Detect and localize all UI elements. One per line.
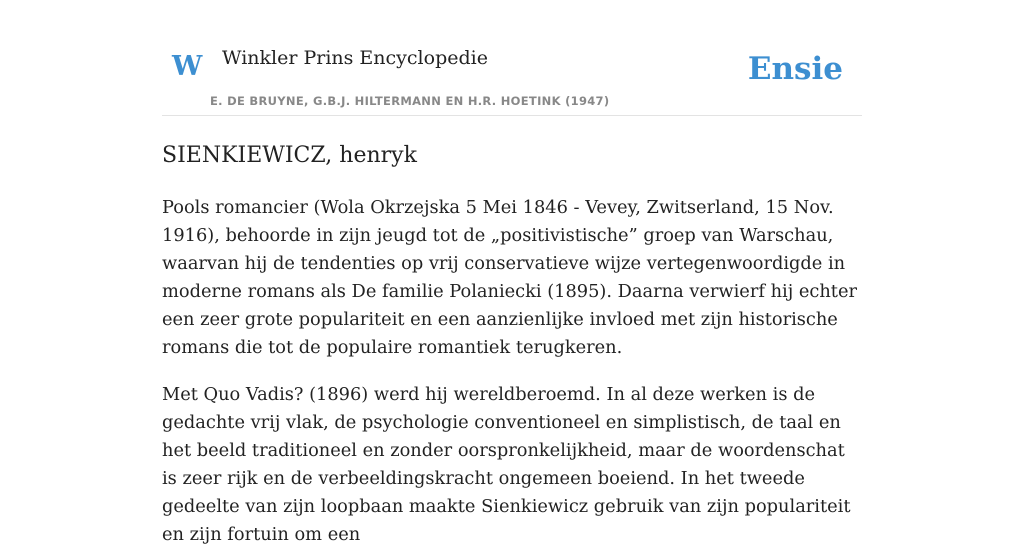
encyclopedia-page [162, 0, 862, 549]
publication-header [162, 0, 862, 116]
publication-title[interactable]: Winkler Prins Encyclopedie [222, 47, 488, 69]
ensie-logo[interactable]: Ensie [747, 51, 843, 87]
publication-logo-w[interactable]: W [172, 51, 203, 82]
publication-authors: E. DE BRUYNE, G.B.J. HILTERMANN EN H.R. HOETINK (1947) [210, 94, 610, 108]
entry-title: SIENKIEWICZ, henryk [162, 143, 417, 168]
entry-paragraph-2: Met Quo Vadis? (1896) werd hij wereldberoemd. In al deze werken is de gedachte vrij vlak, de psychologie conventioneel en simplistisch, de taal en het beeld traditioneel en zonder oorspronkelijkheid, maar de woordenschat is zeer rijk en de verbeeldingskracht ongemeen boeiend. In het tweede gedeelte van zijn loopbaan maakte Sienkiewicz gebruik van zijn populariteit en zijn fortuin om een [162, 384, 851, 545]
entry-paragraph-1: Pools romancier (Wola Okrzejska 5 Mei 1846 - Vevey, Zwitserland, 15 Nov. 1916), behoorde in zijn jeugd tot de „positivistische” groep van Warschau, waarvan hij de tendenties op vrij conservatieve wijze vertegenwoordigde in moderne romans als De familie Polaniecki (1895). Daarna verwierf hij echter een zeer grote populariteit en een aanzienlijke invloed met zijn historische romans die tot de populaire romantiek terugkeren. [162, 197, 857, 358]
